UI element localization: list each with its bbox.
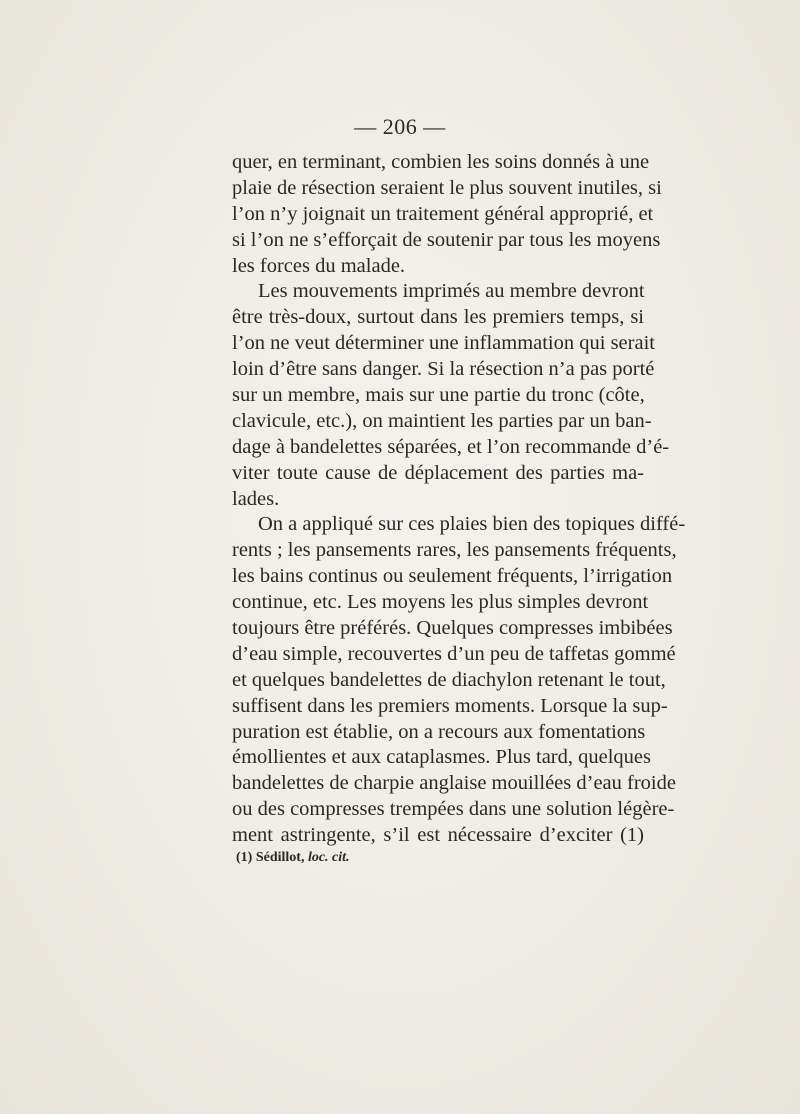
text-line: clavicule, etc.), on maintient les parties par un ban- xyxy=(232,409,652,432)
text-line: plaie de résection seraient le plus souvent inutiles, si xyxy=(232,176,662,199)
text-line: bandelettes de charpie anglaise mouillées d’eau froide xyxy=(232,772,676,795)
footnote-citation: loc. cit. xyxy=(307,850,350,865)
text-line: les forces du malade. xyxy=(232,254,406,277)
text-line: lades. xyxy=(232,487,280,510)
text-line: d’eau simple, recouvertes d’un peu de taffetas gommé xyxy=(232,642,676,665)
text-line: toujours être préférés. Quelques compresses imbibées xyxy=(232,617,673,640)
text-line: puration est établie, on a recours aux fomentations xyxy=(232,720,646,743)
text-line: Les mouvements imprimés au membre devront xyxy=(258,280,645,303)
text-line: loin d’être sans danger. Si la résection n’a pas porté xyxy=(232,358,655,381)
text-line: les bains continus ou seulement fréquents, l’irrigation xyxy=(232,565,673,588)
text-line: l’on n’y joignait un traitement général approprié, et xyxy=(232,202,654,225)
text-line: sur un membre, mais sur une partie du tronc (côte, xyxy=(232,384,645,407)
text-line: et quelques bandelettes de diachylon retenant le tout, xyxy=(232,668,666,691)
text-line: On a appliqué sur ces plaies bien des topiques diffé- xyxy=(258,513,686,536)
text-line: continue, etc. Les moyens les plus simples devront xyxy=(232,591,649,614)
text-line: ment astringente, s’il est nécessaire d’exciter (1) xyxy=(232,824,644,847)
body-text xyxy=(232,150,686,849)
text-line: ou des compresses trempées dans une solution légère- xyxy=(232,798,675,821)
footnote xyxy=(236,850,350,866)
page-number: — 206 — xyxy=(354,114,446,139)
text-line: quer, en terminant, combien les soins donnés à une xyxy=(232,151,650,173)
text-line: être très-doux, surtout dans les premiers temps, si xyxy=(232,306,644,329)
text-line: émollientes et aux cataplasmes. Plus tard, quelques xyxy=(232,746,651,769)
text-line: suffisent dans les premiers moments. Lorsque la sup- xyxy=(232,694,668,717)
text-line: viter toute cause de déplacement des parties ma- xyxy=(232,461,644,484)
footnote-mark: (1) Sédillot, xyxy=(236,850,305,865)
text-line: si l’on ne s’efforçait de soutenir par tous les moyens xyxy=(232,228,661,251)
text-line: dage à bandelettes séparées, et l’on recommande d’é- xyxy=(232,435,670,458)
text-line: rents ; les pansements rares, les pansements fréquents, xyxy=(232,539,677,562)
text-line: l’on ne veut déterminer une inflammation qui serait xyxy=(232,332,655,355)
